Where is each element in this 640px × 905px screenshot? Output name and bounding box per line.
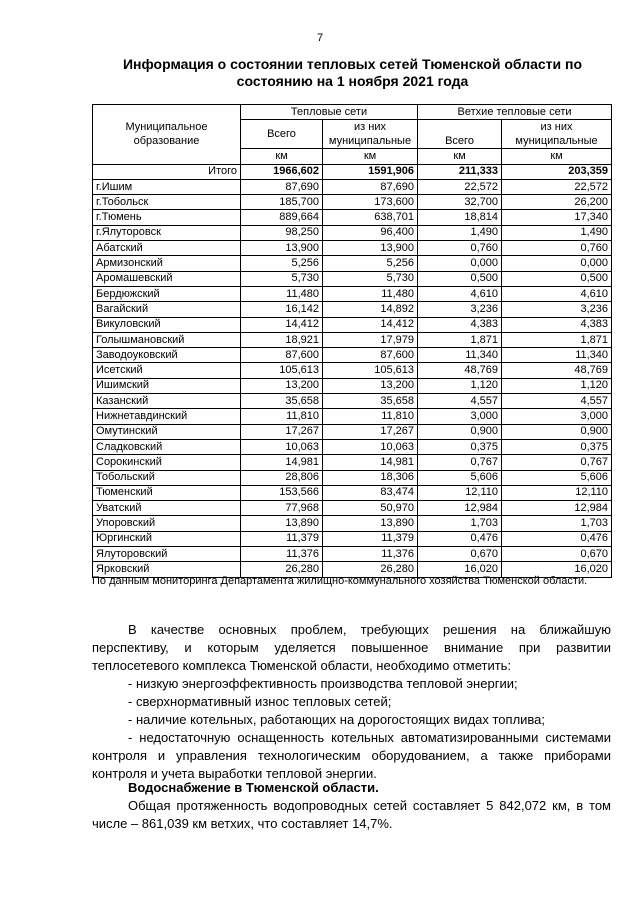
- total-value: 1591,906: [323, 164, 418, 179]
- document-title: Информация о состоянии тепловых сетей Тюменской области по состоянию на 1 ноября 2021 года: [122, 56, 583, 89]
- municipality-name: г.Тюмень: [93, 210, 241, 225]
- list-item: - недостаточную оснащенность котельных автоматизированными системами контроля и управления технологическим оборудованием, а также приборами контроля и учета выработки тепловой энергии.: [92, 730, 611, 781]
- km-value: 10,063: [323, 439, 418, 454]
- km-value: 10,063: [241, 439, 323, 454]
- km-value: 11,340: [502, 348, 612, 363]
- municipality-name: г.Ишим: [93, 179, 241, 194]
- km-value: 13,890: [241, 516, 323, 531]
- km-value: 1,120: [418, 378, 502, 393]
- km-value: 0,670: [502, 547, 612, 562]
- table-row: [93, 455, 612, 470]
- table-row: [93, 271, 612, 286]
- km-value: 4,383: [418, 317, 502, 332]
- km-value: 83,474: [323, 485, 418, 500]
- km-value: 1,703: [502, 516, 612, 531]
- municipality-name: Тобольский: [93, 470, 241, 485]
- km-value: 5,730: [241, 271, 323, 286]
- old-networks-header: Ветхие тепловые сети: [418, 105, 612, 120]
- table-row: [93, 531, 612, 546]
- km-value: 13,200: [241, 378, 323, 393]
- unit-cell: км: [502, 149, 612, 164]
- km-value: 14,892: [323, 302, 418, 317]
- km-value: 87,690: [323, 179, 418, 194]
- total-header: Всего: [241, 120, 323, 149]
- km-value: 0,760: [418, 241, 502, 256]
- km-value: 26,200: [502, 195, 612, 210]
- municipality-name: Бердюжский: [93, 286, 241, 301]
- km-value: 638,701: [323, 210, 418, 225]
- municipal-header: из них муниципальные: [323, 120, 418, 149]
- municipality-name: Исетский: [93, 363, 241, 378]
- table-row: [93, 210, 612, 225]
- km-value: 5,256: [241, 256, 323, 271]
- table-row: [93, 470, 612, 485]
- km-value: 13,890: [323, 516, 418, 531]
- km-value: 105,613: [323, 363, 418, 378]
- km-value: 3,236: [418, 302, 502, 317]
- source-note: По данным мониторинга Департамента жилищно-коммунального хозяйства Тюменской области.: [92, 575, 588, 587]
- km-value: 14,412: [241, 317, 323, 332]
- km-value: 1,871: [418, 332, 502, 347]
- table-row: [93, 485, 612, 500]
- km-value: 1,490: [418, 225, 502, 240]
- list-item: - сверхнормативный износ тепловых сетей;: [128, 694, 392, 709]
- municipality-name: Упоровский: [93, 516, 241, 531]
- municipality-name: Абатский: [93, 241, 241, 256]
- km-value: 35,658: [241, 394, 323, 409]
- km-value: 17,267: [323, 424, 418, 439]
- km-value: 0,375: [502, 439, 612, 454]
- table-row: [93, 256, 612, 271]
- km-value: 5,256: [323, 256, 418, 271]
- municipality-name: Ялуторовский: [93, 547, 241, 562]
- table-row: [93, 317, 612, 332]
- km-value: 17,267: [241, 424, 323, 439]
- municipality-name: Вагайский: [93, 302, 241, 317]
- old-municipal-header: из них муниципальные: [502, 120, 612, 149]
- list-item: - наличие котельных, работающих на дорогостоящих видах топлива;: [128, 712, 546, 727]
- km-value: 48,769: [418, 363, 502, 378]
- km-value: 14,981: [323, 455, 418, 470]
- km-value: 4,383: [502, 317, 612, 332]
- km-value: 50,970: [323, 501, 418, 516]
- km-value: 14,412: [323, 317, 418, 332]
- km-value: 0,375: [418, 439, 502, 454]
- km-value: 14,981: [241, 455, 323, 470]
- municipality-name: г.Ялуторовск: [93, 225, 241, 240]
- km-value: 0,900: [418, 424, 502, 439]
- km-value: 1,120: [502, 378, 612, 393]
- km-value: 48,769: [502, 363, 612, 378]
- table-row: [93, 195, 612, 210]
- km-value: 0,476: [418, 531, 502, 546]
- km-value: 28,806: [241, 470, 323, 485]
- unit-cell: км: [241, 149, 323, 164]
- table-row: [93, 394, 612, 409]
- km-value: 13,900: [323, 241, 418, 256]
- unit-cell: км: [323, 149, 418, 164]
- km-value: 11,376: [323, 547, 418, 562]
- km-value: 11,379: [241, 531, 323, 546]
- total-value: 203,359: [502, 164, 612, 179]
- km-value: 16,020: [418, 562, 502, 577]
- km-value: 11,376: [241, 547, 323, 562]
- km-value: 4,610: [418, 286, 502, 301]
- km-value: 13,200: [323, 378, 418, 393]
- km-value: 87,600: [323, 348, 418, 363]
- km-value: 0,000: [418, 256, 502, 271]
- km-value: 3,000: [418, 409, 502, 424]
- municipality-name: Армизонский: [93, 256, 241, 271]
- km-value: 11,379: [323, 531, 418, 546]
- table-row: [93, 439, 612, 454]
- km-value: 12,984: [418, 501, 502, 516]
- heat-networks-header: Тепловые сети: [241, 105, 418, 120]
- km-value: 153,566: [241, 485, 323, 500]
- heat-networks-table: [92, 104, 612, 578]
- km-value: 0,500: [502, 271, 612, 286]
- table-row: [93, 225, 612, 240]
- km-value: 0,767: [418, 455, 502, 470]
- km-value: 87,690: [241, 179, 323, 194]
- municipality-header: Муниципальное образование: [93, 105, 241, 165]
- municipality-name: Казанский: [93, 394, 241, 409]
- total-label: Итого: [93, 164, 241, 179]
- km-value: 1,703: [418, 516, 502, 531]
- km-value: 18,306: [323, 470, 418, 485]
- km-value: 4,557: [502, 394, 612, 409]
- table-row: [93, 501, 612, 516]
- total-value: 1966,602: [241, 164, 323, 179]
- km-value: 0,760: [502, 241, 612, 256]
- km-value: 0,900: [502, 424, 612, 439]
- table-row: [93, 547, 612, 562]
- total-value: 211,333: [418, 164, 502, 179]
- km-value: 173,600: [323, 195, 418, 210]
- table-row: [93, 378, 612, 393]
- km-value: 1,871: [502, 332, 612, 347]
- municipality-name: Голышмановский: [93, 332, 241, 347]
- municipality-name: Ишимский: [93, 378, 241, 393]
- km-value: 5,730: [323, 271, 418, 286]
- list-item: - низкую энергоэффективность производства тепловой энергии;: [128, 676, 518, 691]
- km-value: 5,606: [502, 470, 612, 485]
- km-value: 0,000: [502, 256, 612, 271]
- km-value: 32,700: [418, 195, 502, 210]
- km-value: 0,767: [502, 455, 612, 470]
- municipality-name: Аромашевский: [93, 271, 241, 286]
- municipality-name: Юргинский: [93, 531, 241, 546]
- km-value: 1,490: [502, 225, 612, 240]
- page-number: 7: [316, 32, 324, 44]
- km-value: 3,236: [502, 302, 612, 317]
- km-value: 18,814: [418, 210, 502, 225]
- municipality-name: Уватский: [93, 501, 241, 516]
- table-row: [93, 516, 612, 531]
- km-value: 17,340: [502, 210, 612, 225]
- km-value: 12,110: [418, 485, 502, 500]
- municipality-name: Нижнетавдинский: [93, 409, 241, 424]
- km-value: 13,900: [241, 241, 323, 256]
- table-row: [93, 241, 612, 256]
- table-row: [93, 348, 612, 363]
- municipality-name: Заводоуковский: [93, 348, 241, 363]
- km-value: 105,613: [241, 363, 323, 378]
- table-row: [93, 363, 612, 378]
- municipality-name: Омутинский: [93, 424, 241, 439]
- km-value: 77,968: [241, 501, 323, 516]
- old-total-header: Всего: [418, 120, 502, 149]
- km-value: 5,606: [418, 470, 502, 485]
- unit-cell: км: [418, 149, 502, 164]
- km-value: 16,020: [502, 562, 612, 577]
- km-value: 3,000: [502, 409, 612, 424]
- km-value: 11,810: [323, 409, 418, 424]
- km-value: 0,500: [418, 271, 502, 286]
- km-value: 18,921: [241, 332, 323, 347]
- problem-list: [92, 675, 611, 783]
- municipality-name: Тюменский: [93, 485, 241, 500]
- km-value: 12,110: [502, 485, 612, 500]
- municipality-name: г.Тобольск: [93, 195, 241, 210]
- km-value: 11,480: [323, 286, 418, 301]
- table-row: [93, 332, 612, 347]
- municipality-name: Сладковский: [93, 439, 241, 454]
- km-value: 11,480: [241, 286, 323, 301]
- km-value: 889,664: [241, 210, 323, 225]
- km-value: 11,340: [418, 348, 502, 363]
- km-value: 0,670: [418, 547, 502, 562]
- km-value: 26,280: [323, 562, 418, 577]
- km-value: 22,572: [418, 179, 502, 194]
- table-row: [93, 409, 612, 424]
- table-row: [93, 286, 612, 301]
- total-row: [93, 164, 612, 179]
- km-value: 87,600: [241, 348, 323, 363]
- km-value: 0,476: [502, 531, 612, 546]
- municipality-name: Сорокинский: [93, 455, 241, 470]
- km-value: 98,250: [241, 225, 323, 240]
- km-value: 17,979: [323, 332, 418, 347]
- table-row: [93, 424, 612, 439]
- km-value: 4,557: [418, 394, 502, 409]
- table-row: [93, 302, 612, 317]
- municipality-name: Ярковский: [93, 562, 241, 577]
- municipality-name: Викуловский: [93, 317, 241, 332]
- paragraph-water-supply: Общая протяженность водопроводных сетей составляет 5 842,072 км, в том числе – 861,039 км ветхих, что составляет 14,7%.: [92, 798, 611, 831]
- km-value: 22,572: [502, 179, 612, 194]
- km-value: 185,700: [241, 195, 323, 210]
- paragraph-problems: В качестве основных проблем, требующих решения на ближайшую перспективу, и которым уделяется повышенное внимание при развитии теплосетевого комплекса Тюменской области, необходимо отметить:: [92, 622, 611, 673]
- km-value: 12,984: [502, 501, 612, 516]
- km-value: 35,658: [323, 394, 418, 409]
- km-value: 16,142: [241, 302, 323, 317]
- km-value: 26,280: [241, 562, 323, 577]
- table-row: [93, 179, 612, 194]
- km-value: 4,610: [502, 286, 612, 301]
- km-value: 11,810: [241, 409, 323, 424]
- km-value: 96,400: [323, 225, 418, 240]
- water-supply-heading: Водоснабжение в Тюменской области.: [128, 780, 379, 795]
